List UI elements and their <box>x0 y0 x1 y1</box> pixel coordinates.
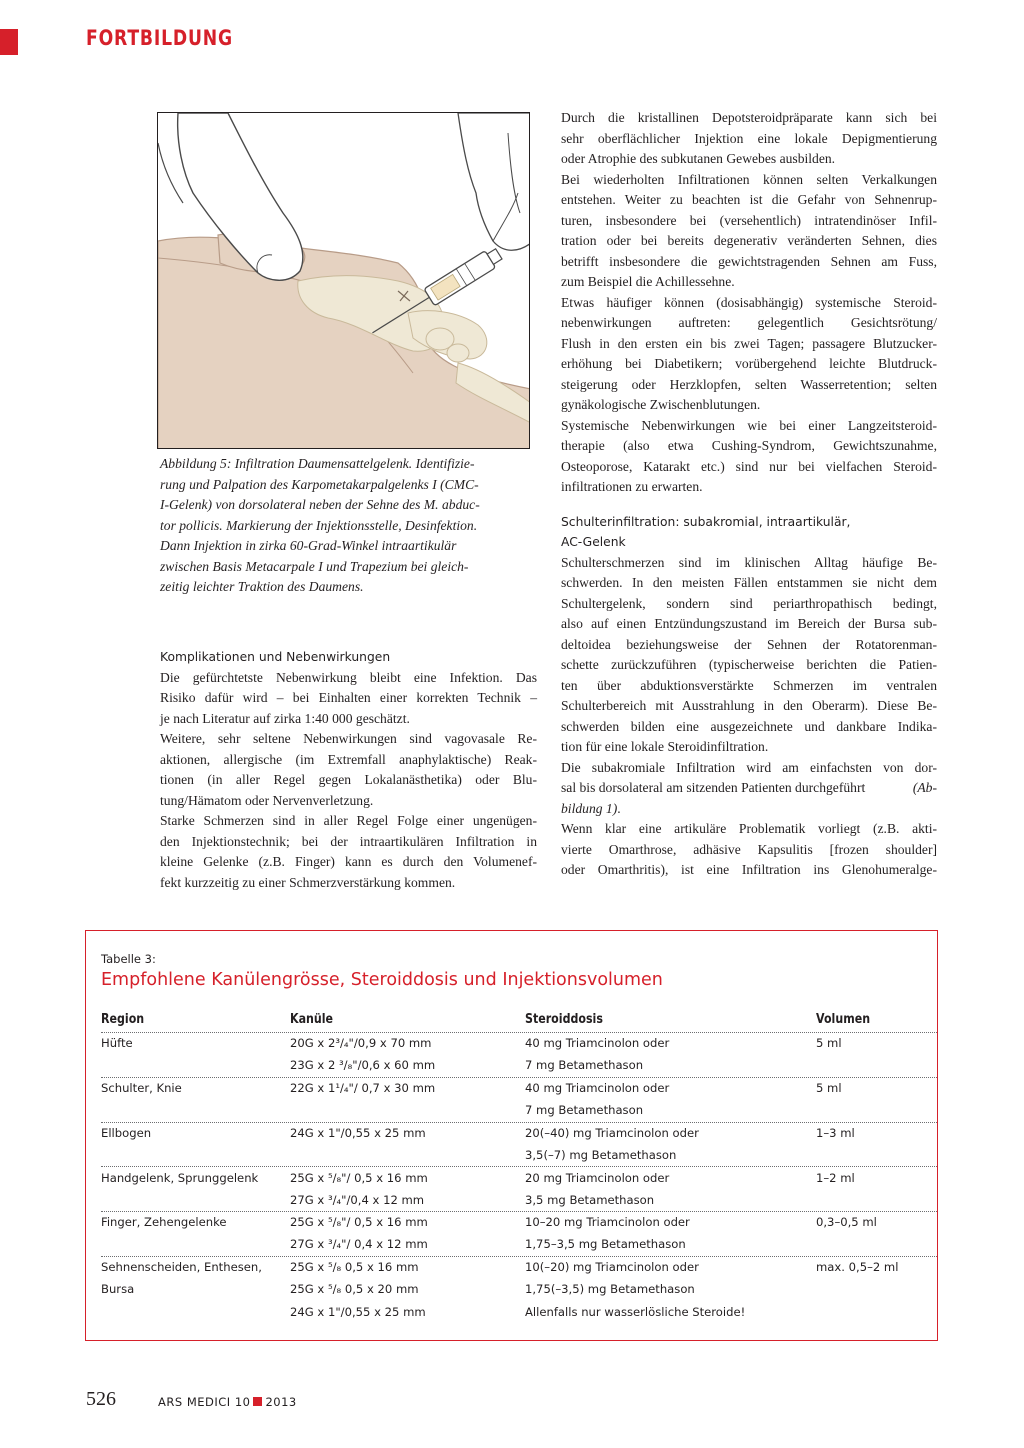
body-line: turen, insbesondere bei (versehentlich) intratendinöser Infil- <box>561 212 937 228</box>
table-cell: 5 ml <box>816 1036 842 1050</box>
body-line: Osteoporose, Katarakt etc.) sind nur bei vielfachen Steroid- <box>561 458 937 474</box>
body-line: Die subakromiale Infiltration wird am einfachsten von dor- <box>561 759 937 775</box>
journal-footer <box>158 1395 297 1409</box>
table-cell: Hüfte <box>101 1036 133 1050</box>
table-cell: 20 mg Triamcinolon oder <box>525 1171 670 1185</box>
row-divider <box>101 1166 937 1167</box>
figure-caption <box>160 454 530 598</box>
table-cell: Schulter, Knie <box>101 1081 182 1095</box>
table-cell: 1,75–3,5 mg Betamethason <box>525 1237 686 1251</box>
shoulder-heading-line2: AC-Gelenk <box>561 535 626 549</box>
table-frame <box>85 930 938 1341</box>
body-line: Die gefürchtetste Nebenwirkung bleibt eine Infektion. Das <box>160 669 537 685</box>
table-header-needle: Kanüle <box>290 1012 334 1027</box>
body-line: schwerden bilden eine ausgezeichnete und dankbare Indika- <box>561 718 937 734</box>
table-title: Empfohlene Kanülengrösse, Steroiddosis und Injektionsvolumen <box>101 970 663 990</box>
table-cell: Finger, Zehengelenke <box>101 1215 227 1229</box>
complications-heading: Komplikationen und Nebenwirkungen <box>160 650 391 664</box>
page-number: 526 <box>86 1388 116 1410</box>
table-cell: 7 mg Betamethason <box>525 1058 644 1072</box>
table-cell: 24G x 1"/0,55 x 25 mm <box>290 1305 426 1319</box>
table-cell: 5 ml <box>816 1081 842 1095</box>
row-divider <box>101 1256 937 1257</box>
table-cell: 27G x ³/₄"/0,4 x 12 mm <box>290 1193 425 1207</box>
table-cell: 25G x ⁵/₈ 0,5 x 16 mm <box>290 1260 419 1274</box>
body-line: den Injektionstechnik; bei der intraartikulären Infiltration in <box>160 833 537 849</box>
table-cell: 7 mg Betamethason <box>525 1103 644 1117</box>
row-divider <box>101 1032 937 1033</box>
body-line-with-ref <box>561 778 937 799</box>
shoulder-heading: Schulterinfiltration: subakromial, intraartikulär, <box>561 514 851 529</box>
caption-line: Abbildung 5: Infiltration Daumensattelgelenk. Identifizie- <box>160 456 475 471</box>
table-cell: 23G x 2 ³/₈"/0,6 x 60 mm <box>290 1058 436 1072</box>
body-line: oder Atrophie des subkutanen Gewebes ausbilden. <box>561 151 836 166</box>
body-line: sal bis dorsolateral am sitzenden Patienten durchgeführt <box>561 780 866 795</box>
body-line: sehr oberflächlicher Injektion eine lokale Depigmentierung <box>561 130 937 146</box>
body-line: aktionen, allergische (im Extremfall anaphylaktische) Reak- <box>160 751 537 767</box>
sentence-end: . <box>617 800 621 816</box>
table-cell: 1,75(–3,5) mg Betamethason <box>525 1282 695 1296</box>
table-cell: max. 0,5–2 ml <box>816 1260 899 1274</box>
table-cell: Sehnenscheiden, Enthesen, <box>101 1260 262 1274</box>
body-line: entstehen. Weiter zu beachten ist die Gefahr von Sehnenrup- <box>561 192 937 207</box>
body-line: also auf einen Entzündungszustand im Bereich der Bursa sub- <box>561 616 937 631</box>
figure-reference: (Ab- <box>912 780 937 795</box>
table-header-dose: Steroiddosis <box>525 1012 603 1027</box>
body-line: zum Beispiel die Achillessehne. <box>561 274 735 289</box>
table-cell: Bursa <box>101 1282 135 1296</box>
row-divider <box>101 1077 937 1078</box>
left-column <box>160 647 537 893</box>
journal-name: ARS MEDICI 10 <box>158 1395 251 1409</box>
row-divider <box>101 1211 937 1212</box>
caption-line: Dann Injektion in zirka 60-Grad-Winkel intraartikulär <box>160 538 457 553</box>
body-line: vierte Omarthrose, adhäsive Kapsulitis [frozen shoulder] <box>561 841 937 857</box>
table-header-volume: Volumen <box>816 1012 871 1027</box>
body-line: Schulterbereich mit Ausstrahlung in den Oberarm). Diese Be- <box>561 698 937 713</box>
table-cell: 20(–40) mg Triamcinolon oder <box>525 1126 699 1140</box>
table-cell: 3,5 mg Betamethason <box>525 1193 655 1207</box>
body-line: Weitere, sehr seltene Nebenwirkungen sind vagovasale Re- <box>160 731 537 746</box>
table-header-region: Region <box>101 1012 145 1027</box>
body-line: Bei wiederholten Infiltrationen können selten Verkalkungen <box>561 171 937 187</box>
table-cell: 25G x ⁵/₈ 0,5 x 20 mm <box>290 1282 419 1296</box>
body-line: tion für eine lokale Steroidinfiltration. <box>561 739 769 754</box>
body-line: tung/Hämatom oder Nervenverletzung. <box>160 792 374 808</box>
body-line: Wenn klar eine artikuläre Problematik vorliegt (z.B. akti- <box>561 821 937 836</box>
body-line: Schultergelenk, sondern sind periarthropathisch bedingt, <box>561 595 937 611</box>
table-cell: 10–20 mg Triamcinolon oder <box>525 1215 690 1229</box>
body-line: betrifft insbesondere die gewichtstragenden Sehnen am Fuss, <box>561 253 937 269</box>
table-cell: 25G x ⁵/₈"/ 0,5 x 16 mm <box>290 1215 428 1229</box>
body-line: oder Omarthritis), ist eine Infiltration ins Glenohumeralge- <box>561 862 937 877</box>
table-label: Tabelle 3: <box>101 952 156 966</box>
table-cell: 27G x ³/₄"/ 0,4 x 12 mm <box>290 1237 428 1251</box>
footer-square-icon <box>253 1397 262 1406</box>
body-line: Etwas häufiger können (dosisabhängig) systemische Steroid- <box>561 294 937 310</box>
table-cell: 3,5(–7) mg Betamethason <box>525 1148 677 1162</box>
caption-line: tor pollicis. Markierung der Injektionsstelle, Desinfektion. <box>160 517 478 533</box>
row-divider <box>101 1122 937 1123</box>
table-cell: Ellbogen <box>101 1126 152 1140</box>
body-line: je nach Literatur auf zirka 1:40 000 geschätzt. <box>160 710 410 726</box>
body-line: tration oder bei bereits degenerativ veränderten Sehnen, dies <box>561 233 937 248</box>
body-line: Schulterschmerzen sind im klinischen Alltag häufige Be- <box>561 554 937 570</box>
caption-line: zwischen Basis Metacarpale I und Trapezium bei gleich- <box>160 558 469 574</box>
figure-reference: bildung 1) <box>561 800 618 816</box>
paragraph-gap <box>561 498 937 512</box>
body-line: Starke Schmerzen sind in aller Regel Folge einer ungenügen- <box>160 813 537 828</box>
caption-line: rung und Palpation des Karpometakarpalgelenks I (CMC- <box>160 476 479 492</box>
table-cell: 20G x 2³/₄"/0,9 x 70 mm <box>290 1036 432 1050</box>
body-line: deltoidea beziehungsweise der Sehnen der Rotatorenman- <box>561 636 937 652</box>
body-line: therapie (also etwa Cushing-Syndrom, Gewichtszunahme, <box>561 438 937 453</box>
hand-injection-illustration <box>158 113 530 449</box>
body-line: steigerung oder Herzklopfen, selten Wasserretention; selten <box>561 376 937 392</box>
figure-illustration <box>157 112 530 449</box>
journal-year: 2013 <box>265 1395 297 1409</box>
body-line: gynäkologische Zwischenblutungen. <box>561 397 761 412</box>
table-cell: 22G x 1¹/₄"/ 0,7 x 30 mm <box>290 1081 436 1095</box>
body-line: schette zurückzuführen (typischerweise berichten die Patien- <box>561 657 937 672</box>
body-line: schwerden. In den meisten Fällen entstammen sie nicht dem <box>561 575 937 590</box>
body-line: nebenwirkungen auftreten: gelegentlich Gesichtsrötung/ <box>561 315 937 330</box>
table-cell: 0,3–0,5 ml <box>816 1215 877 1229</box>
right-column <box>561 108 937 881</box>
table-cell: 40 mg Triamcinolon oder <box>525 1081 670 1095</box>
body-line: tionen (in aller Regel gegen Lokalanästhetika) oder Blu- <box>160 772 537 787</box>
table-cell: 40 mg Triamcinolon oder <box>525 1036 670 1050</box>
table-cell: 1–2 ml <box>816 1171 855 1185</box>
body-line: Durch die kristallinen Depotsteroidpräparate kann sich bei <box>561 110 937 125</box>
body-line: ten über abduktionsverstärkte Schmerzen im ventralen <box>561 677 937 693</box>
caption-line: zeitig leichter Traktion des Daumens. <box>160 579 364 594</box>
body-line: erhöhung bei Diabetikern; vorübergehend leichte Blutdruck- <box>561 356 937 371</box>
table-cell: 25G x ⁵/₈"/ 0,5 x 16 mm <box>290 1171 428 1185</box>
body-line: Flush in den ersten ein bis zwei Tagen; passagere Blutzucker- <box>561 335 937 351</box>
section-color-tab <box>0 29 18 55</box>
caption-line: I-Gelenk) von dorsolateral neben der Sehne des M. abduc- <box>160 497 480 512</box>
table-cell: 1–3 ml <box>816 1126 855 1140</box>
body-line-with-ref <box>561 799 937 820</box>
body-line: Risiko dafür wird – bei Einhalten einer korrekten Technik – <box>160 690 537 705</box>
body-line: fekt kurzzeitig zu einer Schmerzverstärkung kommen. <box>160 874 456 890</box>
body-line: kleine Gelenke (z.B. Finger) kann es durch den Volumenef- <box>160 854 537 869</box>
table-cell: Allenfalls nur wasserlösliche Steroide! <box>525 1305 746 1319</box>
section-title: FORTBILDUNG <box>86 26 233 50</box>
table-cell: Handgelenk, Sprunggelenk <box>101 1171 259 1185</box>
table-cell: 10(–20) mg Triamcinolon oder <box>525 1260 699 1274</box>
body-line: Systemische Nebenwirkungen wie bei einer Langzeitsteroid- <box>561 417 937 433</box>
body-line: infiltrationen zu erwarten. <box>561 479 703 494</box>
table-cell: 24G x 1"/0,55 x 25 mm <box>290 1126 426 1140</box>
